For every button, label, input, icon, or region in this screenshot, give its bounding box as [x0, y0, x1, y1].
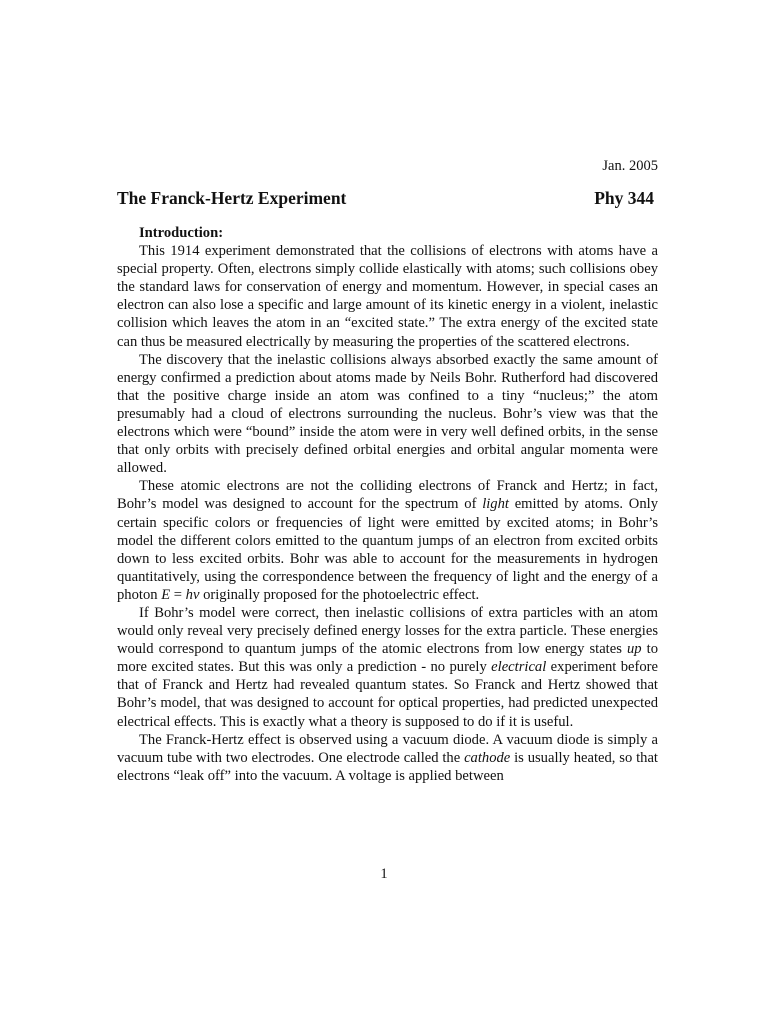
paragraph-text: originally proposed for the photoelectric effect. — [199, 586, 480, 603]
section-heading: Introduction: — [139, 225, 224, 241]
paragraph — [117, 477, 658, 604]
paragraph-text: These atomic electrons are not the colliding electrons of Franck and Hertz; in fact, Bohr’s model was designed to account for the spectrum of — [117, 478, 658, 513]
math-expression: hν — [185, 586, 200, 603]
course-code: Phy 344 — [594, 188, 654, 208]
paragraph-text: is usually heated, so that electrons “leak off” into the vacuum. A voltage is applied between — [117, 749, 658, 784]
emphasis-text: light — [482, 496, 509, 513]
title-row — [117, 188, 658, 209]
paragraph-text: emitted by atoms. Only certain specific colors or frequencies of light were emitted by excited atoms; in Bohr’s model the different colors emitted to the quantum jumps of an electron from excited orbits down to less excited orbits. Bohr was able to account for the measurements in hydrogen quantitatively, using the correspondence between the frequency of light and the energy of a photon — [117, 496, 658, 603]
paragraph-text: The discovery that the inelastic collisions always absorbed exactly the same amount of energy confirmed a prediction about atoms made by Neils Bohr. Rutherford had discovered that the positive charge inside an atom was confined to a tiny “nucleus;” the atom presumably had a cloud of electrons surrounding the nucleus. Bohr’s view was that the electrons which were “bound” inside the atom were in very well defined orbits, in the sense that only orbits with precisely defined orbital energies and orbital angular momenta were allowed. — [117, 351, 658, 477]
document-title: The Franck-Hertz Experiment — [117, 188, 347, 208]
paragraph-text: The Franck-Hertz effect is observed using a vacuum diode. A vacuum diode is simply a vacuum tube with two electrodes. One electrode called the — [117, 731, 658, 766]
math-operator: = — [170, 586, 186, 603]
emphasis-text: electrical — [491, 659, 547, 676]
paragraph — [117, 351, 658, 478]
paragraph — [117, 604, 658, 731]
emphasis-text: cathode — [464, 749, 511, 766]
emphasis-text: up — [626, 641, 642, 658]
paragraph-text: experiment before that of Franck and Hertz had revealed quantum states. So Franck and Hertz showed that Bohr’s model, that was designed to account for optical properties, had predicted unexpected electrical effects. This is exactly what a theory is supposed to do if it is useful. — [117, 659, 658, 730]
math-variable: E — [161, 586, 171, 603]
paragraph-text: If Bohr’s model were correct, then inelastic collisions of extra particles with an atom would only reveal very precisely defined energy losses for the extra particle. These energies would correspond to quantum jumps of the atomic electrons from low energy states — [117, 604, 658, 658]
paragraph — [117, 731, 658, 785]
document-date: Jan. 2005 — [602, 158, 658, 174]
paragraph-text: to more excited states. But this was only a prediction - no purely — [117, 641, 658, 676]
page-number: 1 — [380, 866, 388, 882]
document-body — [117, 224, 658, 785]
paragraph-text: This 1914 experiment demonstrated that the collisions of electrons with atoms have a special property. Often, electrons simply collide elastically with atoms; such collisions obey the standard laws for conservation of energy and momentum. However, in special cases an electron can also lose a specific and large amount of its kinetic energy in a violent, inelastic collision which leaves the atom in an “excited state.” The extra energy of the excited state can thus be measured electrically by measuring the properties of the scattered electrons. — [117, 243, 658, 350]
paragraph — [117, 242, 658, 351]
